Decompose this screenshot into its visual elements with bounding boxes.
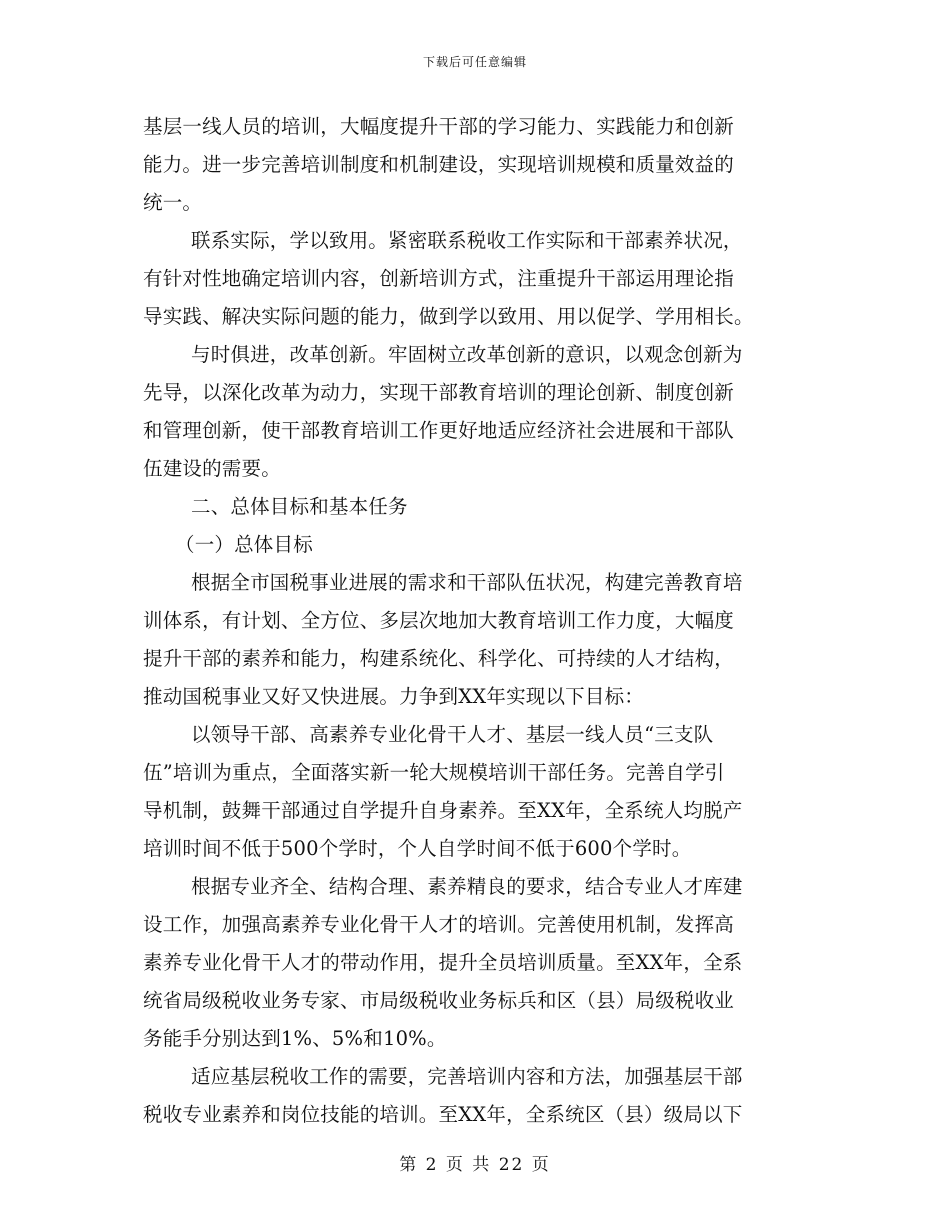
text-line: 伍建设的需要。 [143, 457, 281, 480]
text-line: 务能手分别达到1%、5%和10%。 [143, 1027, 447, 1050]
page-header: 下载后可任意编辑 [422, 55, 527, 69]
text-line: 以领导干部、高素养专业化骨干人才、基层一线人员“三支队 [191, 723, 714, 746]
text-line: 先导，以深化改革为动力，实现干部教育培训的理论创新、制度创新 [143, 381, 735, 404]
text-line: （一）总体目标 [175, 533, 313, 556]
text-line: 税收专业素养和岗位技能的培训。至XX年，全系统区（县）级局以下 [143, 1103, 743, 1126]
text-line: 基层一线人员的培训，大幅度提升干部的学习能力、实践能力和创新 [143, 115, 735, 138]
text-line: 素养专业化骨干人才的带动作用，提升全员培训质量。至XX年，全系 [143, 951, 743, 974]
text-line: 导实践、解决实际问题的能力，做到学以致用、用以促学、学用相长。 [143, 305, 754, 328]
text-line: 推动国税事业又好又快进展。力争到XX年实现以下目标： [143, 685, 644, 708]
text-line: 根据专业齐全、结构合理、素养精良的要求，结合专业人才库建 [191, 875, 743, 898]
text-line: 导机制，鼓舞干部通过自学提升自身素养。至XX年，全系统人均脱产 [143, 799, 743, 822]
text-line: 提升干部的素养和能力，构建系统化、科学化、可持续的人才结构， [143, 647, 735, 670]
text-line: 和管理创新，使干部教育培训工作更好地适应经济社会进展和干部队 [143, 419, 735, 442]
document-body [143, 108, 811, 1134]
text-line: 与时俱进，改革创新。牢固树立改革创新的意识，以观念创新为 [191, 343, 743, 366]
text-line: 设工作，加强高素养专业化骨干人才的培训。完善使用机制，发挥高 [143, 913, 735, 936]
text-line: 二、总体目标和基本任务 [191, 495, 408, 518]
text-line: 培训时间不低于500个学时，个人自学时间不低于600个学时。 [143, 837, 692, 860]
text-line: 适应基层税收工作的需要，完善培训内容和方法，加强基层干部 [191, 1065, 743, 1088]
text-line: 联系实际，学以致用。紧密联系税收工作实际和干部素养状况， [191, 229, 743, 252]
text-line: 统省局级税收业务专家、市局级税收业务标兵和区（县）局级税收业 [143, 989, 735, 1012]
text-line: 有针对性地确定培训内容，创新培训方式，注重提升干部运用理论指 [143, 267, 735, 290]
text-line: 能力。进一步完善培训制度和机制建设，实现培训规模和质量效益的 [143, 153, 735, 176]
text-line: 训体系，有计划、全方位、多层次地加大教育培训工作力度，大幅度 [143, 609, 735, 632]
text-line: 根据全市国税事业进展的需求和干部队伍状况，构建完善教育培 [191, 571, 743, 594]
text-line: 统一。 [143, 191, 203, 214]
text-line: 伍”培训为重点，全面落实新一轮大规模培训干部任务。完善自学引 [143, 761, 725, 784]
page-footer: 第 2 页 共 22 页 [399, 1155, 551, 1175]
